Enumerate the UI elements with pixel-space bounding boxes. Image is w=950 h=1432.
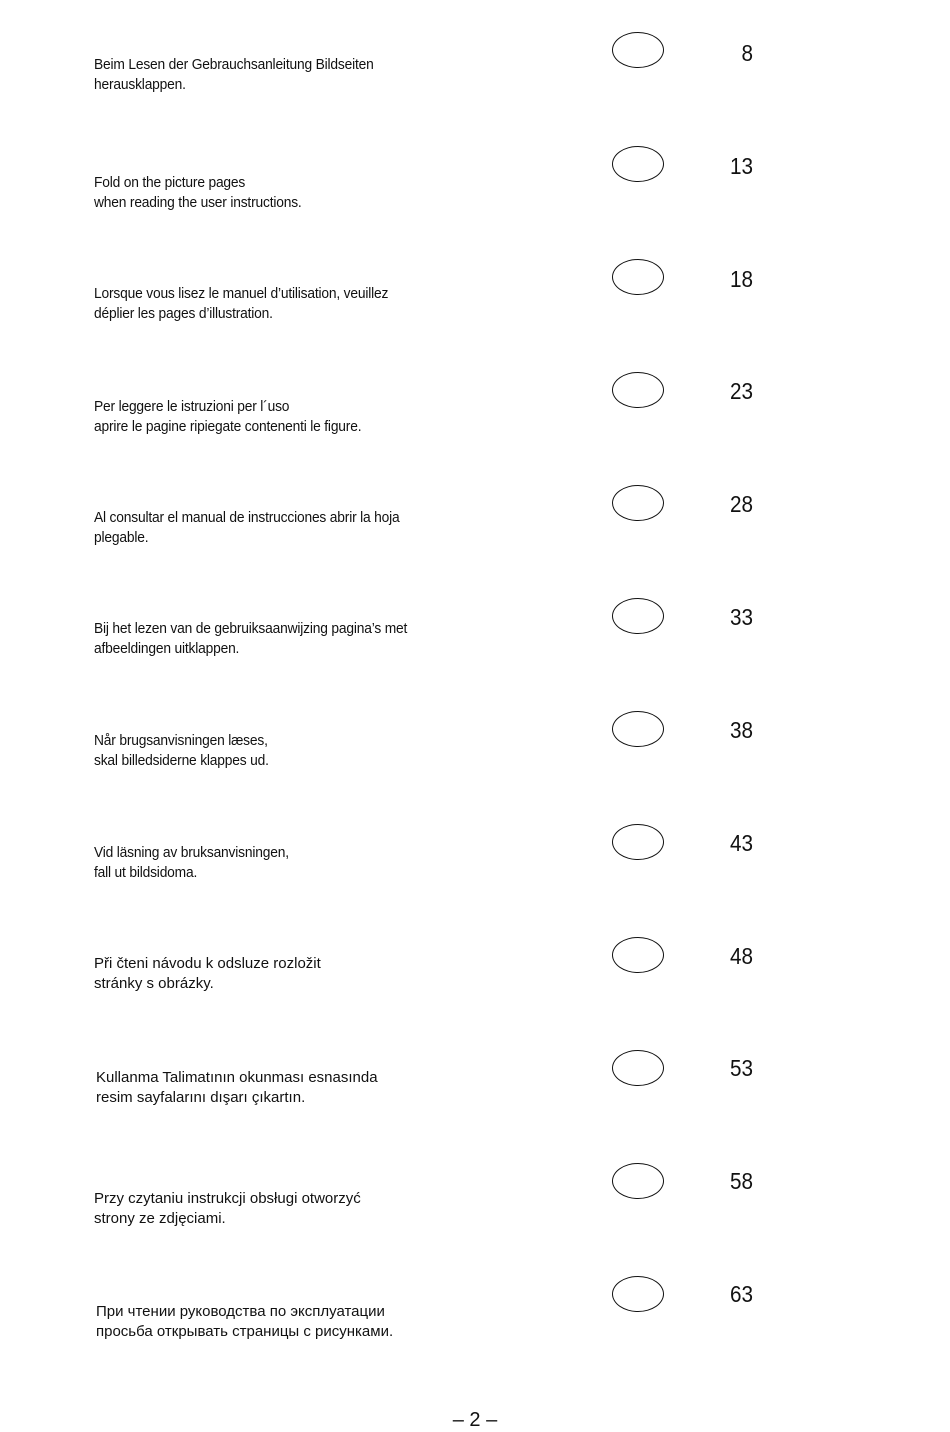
instruction-line: Per leggere le istruzioni per l´uso [94,398,290,415]
language-marker-oval [612,1276,664,1312]
instruction-line: when reading the user instructions. [94,194,302,211]
instruction-line: resim sayfalarını dışarı çıkartın. [96,1089,306,1106]
instruction-text-8 [94,843,536,883]
page-number-12: 63 [729,1281,753,1307]
instruction-text-9 [94,954,574,994]
page-number-9: 48 [729,943,753,969]
instruction-line: skal billedsiderne klappes ud. [94,752,269,769]
page-number-1: 8 [741,40,753,66]
instruction-line: plegable. [94,529,149,546]
page-number-7: 38 [729,717,753,743]
page-number-5: 28 [729,491,753,517]
instruction-text-7 [94,731,536,771]
instruction-text-3 [94,284,536,324]
footer-page-number: – 2 – [452,1409,498,1431]
instruction-text-5 [94,508,536,548]
language-marker-oval [612,711,664,747]
instruction-line: Al consultar el manual de instrucciones abrir la hoja [94,509,400,526]
instruction-text-4 [94,397,536,437]
instruction-text-2 [94,173,536,213]
instruction-line: Vid läsning av bruksanvisningen, [94,844,289,861]
page-number-11: 58 [729,1168,753,1194]
language-marker-oval [612,372,664,408]
instruction-line: Przy czytaniu instrukcji obsługi otworzyć [94,1190,361,1207]
instruction-line: fall ut bildsidoma. [94,864,198,881]
instruction-line: Lorsque vous lisez le manuel d’utilisation, veuillez [94,285,389,302]
instruction-line: Når brugsanvisningen læses, [94,732,268,749]
language-marker-oval [612,1050,664,1086]
language-marker-oval [612,937,664,973]
instruction-text-1 [94,55,536,95]
language-marker-oval [612,824,664,860]
instruction-text-11 [94,1189,574,1229]
instruction-text-10 [96,1068,576,1108]
language-marker-oval [612,598,664,634]
instruction-line: Fold on the picture pages [94,174,246,191]
page-number-4: 23 [729,378,753,404]
language-marker-oval [612,485,664,521]
page-number-2: 13 [729,153,753,179]
instruction-line: Beim Lesen der Gebrauchsanleitung Bildseiten [94,56,374,73]
instruction-line: strony ze zdjęciami. [94,1210,226,1227]
instruction-line: stránky s obrázky. [94,975,214,992]
page-number-3: 18 [729,266,753,292]
instruction-line: Při čteni návodu k odsluze rozložit [94,955,321,972]
page-number-8: 43 [729,830,753,856]
language-marker-oval [612,259,664,295]
instruction-line: déplier les pages d’illustration. [94,305,273,322]
instruction-text-6 [94,619,536,659]
instruction-line: При чтении руководства по эксплуатации [96,1303,385,1320]
instruction-line: просьба открывать страницы с рисунками. [96,1323,394,1340]
language-marker-oval [612,32,664,68]
language-marker-oval [612,1163,664,1199]
instruction-line: Bij het lezen van de gebruiksaanwijzing pagina’s met [94,620,408,637]
instruction-line: Kullanma Talimatının okunması esnasında [96,1069,378,1086]
page-number-6: 33 [729,604,753,630]
instruction-text-12 [96,1302,576,1342]
instruction-line: aprire le pagine ripiegate contenenti le figure. [94,418,362,435]
instruction-line: herausklappen. [94,76,186,93]
language-marker-oval [612,146,664,182]
instruction-line: afbeeldingen uitklappen. [94,640,240,657]
page-number-10: 53 [729,1055,753,1081]
